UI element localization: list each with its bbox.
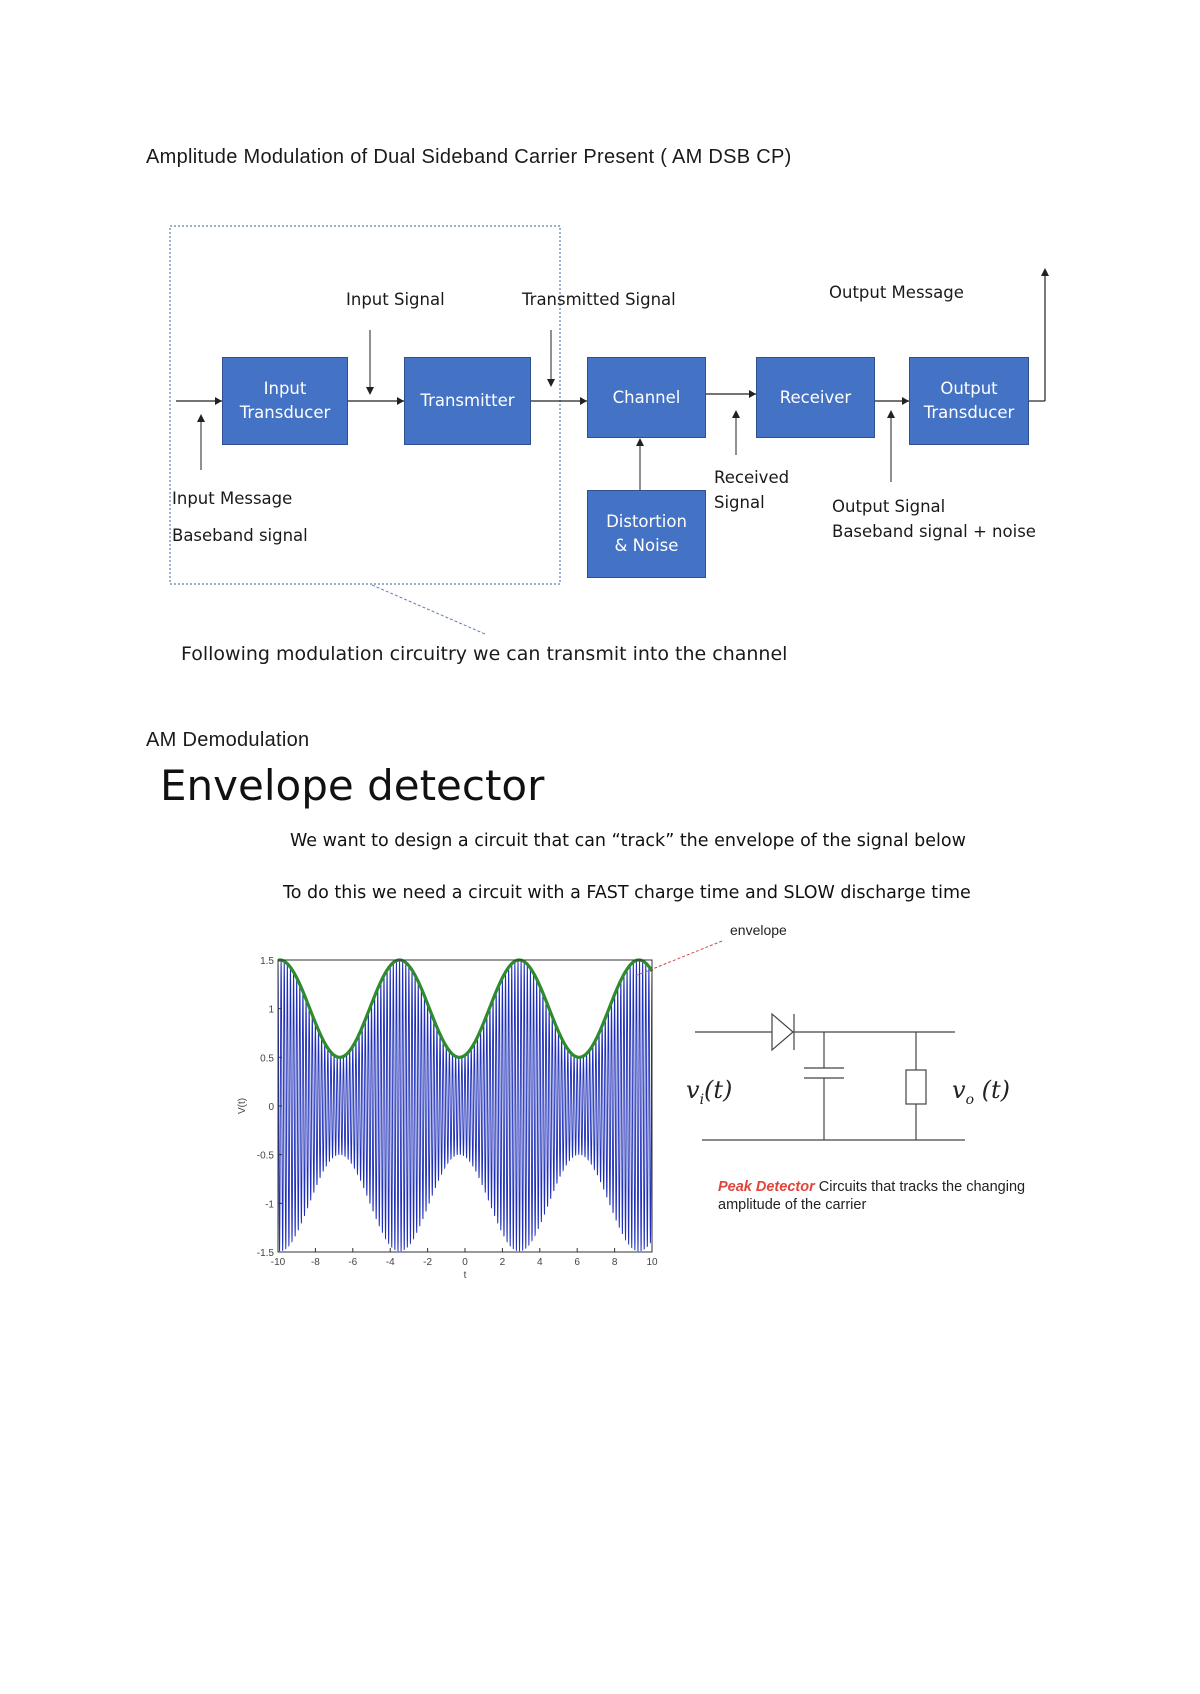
x-tick-label: 6 [574,1257,580,1268]
section-heading-am-dsb-cp: Amplitude Modulation of Dual Sideband Carrier Present ( AM DSB CP) [146,146,792,168]
distortion-label-line2: & Noise [614,536,679,555]
peak-detector-highlight: Peak Detector [718,1179,815,1195]
x-tick-label: 2 [499,1257,506,1268]
vin-label [686,1076,732,1108]
x-tick-label: 0 [462,1257,468,1268]
input-message-label: Input Message [172,489,293,508]
output-signal-label [832,494,1036,544]
charge-time-text: To do this we need a circuit with a FAST charge time and SLOW discharge time [283,883,971,903]
output-transducer-label-line2: Transducer [923,403,1015,422]
received-signal-line1: Received [714,468,790,487]
am-envelope-chart [230,910,690,1280]
input-transducer-block [222,357,348,445]
received-signal-label [714,465,789,515]
channel-label: Channel [612,387,681,407]
x-tick-label: -4 [385,1257,395,1268]
vout-t: (t) [981,1076,1011,1104]
chart-frame [278,960,652,1252]
x-tick-label: -8 [310,1257,320,1268]
output-signal-line1: Output Signal [832,497,946,516]
x-tick-label: 4 [537,1257,543,1268]
envelope-series [278,960,652,1057]
diagram-caption: Following modulation circuitry we can transmit into the channel [181,643,788,665]
peak-detector-caption [718,1178,1025,1214]
y-tick-label: 0.5 [260,1053,274,1065]
received-signal-line2: Signal [714,493,765,512]
y-tick-label: -1 [265,1199,274,1211]
baseband-signal-label: Baseband signal [172,526,308,545]
output-message-label: Output Message [829,283,964,302]
design-goal-text: We want to design a circuit that can “track” the envelope of the signal below [290,831,966,851]
channel-block [587,357,706,438]
output-transducer-block [909,357,1029,445]
y-tick-label: -1.5 [256,1248,274,1259]
input-transducer-label-line2: Transducer [239,403,331,422]
x-axis-label: t [463,1270,467,1280]
block-diagram-lines [0,0,1200,680]
distortion-label-line1: Distortion [606,512,687,531]
vin-v: v [686,1076,700,1104]
y-tick-label: 0 [268,1102,274,1113]
input-signal-label: Input Signal [346,290,445,309]
x-tick-label: -2 [423,1257,433,1268]
diode-icon [772,1014,793,1050]
vin-t: (t) [704,1076,733,1104]
x-tick-label: 10 [646,1257,658,1268]
y-axis-label: V(t) [237,1097,248,1115]
am-signal-series [278,960,652,1251]
envelope-annotation-label: envelope [730,922,787,938]
transmitted-signal-label: Transmitted Signal [522,290,676,309]
vout-v: v [952,1076,966,1104]
y-tick-label: 1.5 [260,956,274,967]
section-heading-am-demodulation: AM Demodulation [146,729,310,751]
vin-sub: i [699,1091,705,1108]
peak-detector-caption-2: amplitude of the carrier [718,1197,867,1213]
peak-detector-caption-1: Circuits that tracks the changing [814,1179,1026,1195]
y-tick-label: 1 [268,1004,274,1016]
receiver-label: Receiver [779,387,852,407]
x-tick-label: -6 [348,1257,358,1268]
resistor-icon [906,1070,926,1104]
output-signal-line2: Baseband signal + noise [832,522,1036,541]
vout-sub: o [965,1091,974,1108]
distortion-noise-block [587,490,706,578]
y-tick-label: -0.5 [256,1150,274,1162]
transmitter-label: Transmitter [420,391,515,410]
receiver-block [756,357,875,438]
input-transducer-label-line1: Input [263,379,307,398]
envelope-detector-title: Envelope detector [160,761,545,810]
x-tick-label: -10 [270,1257,286,1268]
output-transducer-label-line1: Output [940,379,998,398]
transmitter-block [404,357,531,445]
vout-label [952,1076,1010,1108]
x-tick-label: 8 [611,1257,618,1268]
